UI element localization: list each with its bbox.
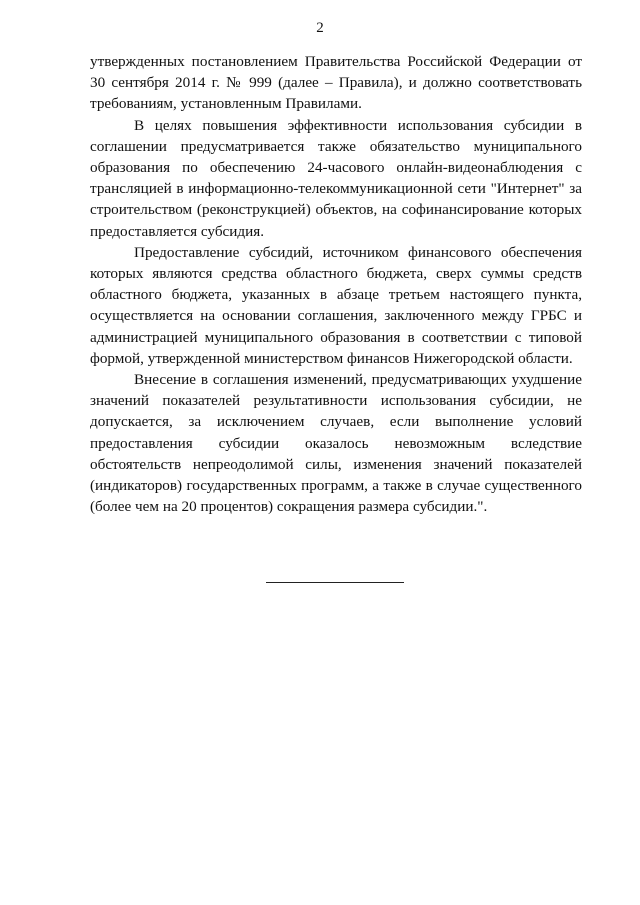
end-of-text-rule — [266, 582, 404, 583]
paragraph-subsidy-provision: Предоставление субсидий, источником финансового обеспечения которых являются средства областного бюджета, сверх суммы средств областного бюджета, указанных в абзаце третьем настоящего пункта, осуществляется на основании соглашения, заключенного между ГРБС и администрацией муниципального образования в соответствии с типовой формой, утвержденной министерством финансов Нижегородской области. — [90, 243, 582, 367]
paragraph-continuation: утвержденных постановлением Правительства Российской Федерации от 30 сентября 2014 г. № 999 (далее – Правила), и должно соответствовать требованиям, установленным Правилами. — [90, 53, 582, 113]
paragraph-agreement-changes: Внесение в соглашения изменений, предусматривающих ухудшение значений показателей результативности использования субсидии, не допускается, за исключением случаев, если выполнение условий предоставления субсидии оказалось невозможным вследствие обстоятельств непреодолимой силы, изменения значений показателей (индикаторов) государственных программ, а также в случае существенного (более чем на 20 процентов) сокращения размера субсидии.". — [90, 371, 582, 516]
document-body — [90, 51, 582, 517]
paragraph-video-surveillance: В целях повышения эффективности использования субсидии в соглашении предусматривается также обязательство муниципального образования по обеспечению 24-часового онлайн-видеонаблюдения с трансляцией в информационно-телекоммуникационной сети "Интернет" за строительством (реконструкцией) объектов, на софинансирование которых предоставляется субсидия. — [90, 116, 582, 240]
page-number: 2 — [316, 20, 324, 36]
